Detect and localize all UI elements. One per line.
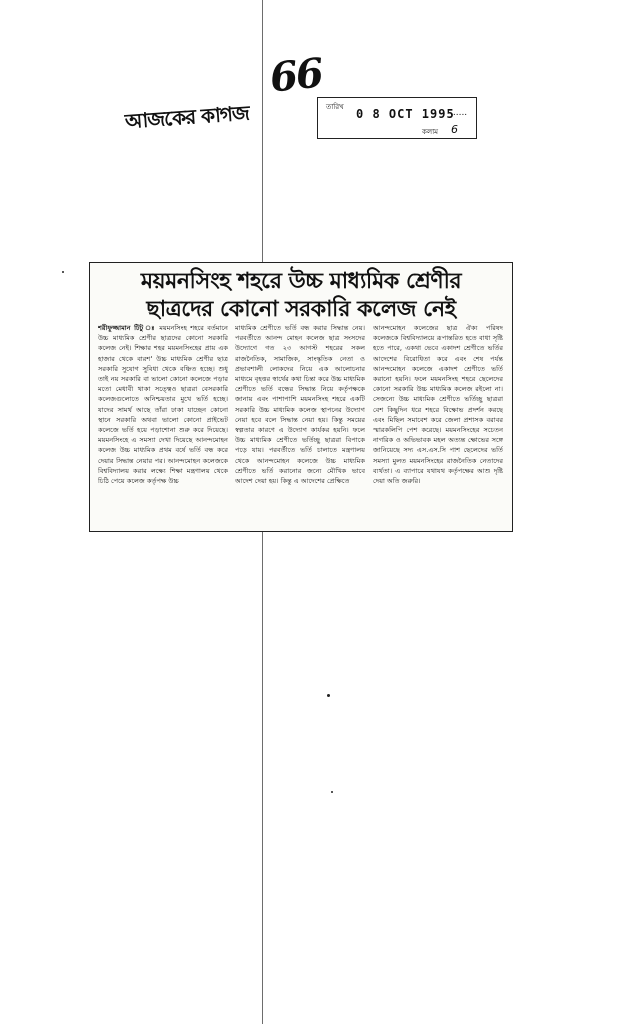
scan-speck [327,694,330,697]
stamp-date-label: তারিখ [326,103,344,111]
stamp-column-label: কলাম [422,128,439,136]
column-2-text: মাধ্যমিক শ্রেণীতে ভর্তি বন্ধ করার সিদ্ধান্ত নেয়। পরবর্তীতে আনন্দ মোহন কলেজ ছাত্র সংসদের উদ্যোগে গত ২৩ আগস্ট শহরের সকল রাজনৈতিক, সামাজিক, সাংস্কৃতিক নেতা ও প্রভাবশালী লোকদের নিয়ে এক আলোচনার মাধ্যমে বৃহত্তর স্বার্থের কথা চিন্তা করে উচ্চ মাধ্যমিক শ্রেণীতে ভর্তি বন্ধের সিদ্ধান্ত নিয়ে কর্তৃপক্ষকে জানায় এবং পাশাপাশি ময়মনসিংহ শহরে একটি সরকারি উচ্চ মাধ্যমিক কলেজ স্থাপনের উদ্যোগ নেয়া হবে বলে সিদ্ধান্ত নেয়া হয়। কিন্তু সময়ের স্বল্পতার কারণে এ উদ্যোগ কার্যকর হয়নি। ফলে উচ্চ মাধ্যমিক শ্রেণীতে ভর্তিচ্ছু ছাত্ররা বিপাকে পড়ে যায়। পরবর্তীতে ভর্তি চালাতে মন্ত্রণালয় থেকে আনন্দমোহন কলেজে উচ্চ মাধ্যমিক শ্রেণীতে ভর্তি করানোর জন্যে মৌখিক ভাবে আদেশ দেয়া হয়। কিন্তু এ আদেশের প্রেক্ষিতে [235,324,365,486]
article-column-3 [373,323,503,527]
column-1-text: ময়মনসিংহ শহরে বর্তমানে উচ্চ মাধ্যমিক শ্রেণীর ছাত্রদের কোনো সরকারি কলেজ নেই। শিক্ষার শহর ময়মনসিংহের প্রায় এক হাজার থেকে বারশ' উচ্চ মাধ্যমিক শ্রেণীর ছাত্র সরকারি সুযোগ সুবিধা থেকে বঞ্চিত হচ্ছে। শুধু তাই নয় সরকারি বা ভালো কোনো কলেজে পড়ার মতো মেধাবী থাকা সত্ত্বেও ছাত্ররা বেসরকারি কলেজগুলোতে অনিশ্চয়তার মুখে ভর্তি হচ্ছে। যাদের সামর্থ আছে তাঁরা ঢাকা যাচ্ছেন কোনো স্থানে সরকারি অথবা ভালো কোনো প্রাইভেট কলেজে ভর্তি হয়ে পড়াশোনা শুরু করে দিয়েছে। ময়মনসিংহে এ সমস্যা দেখা দিয়েছে আনন্দমোহন কলেজ উচ্চ মাধ্যমিক প্রথম বর্ষে ভর্তি বন্ধ করে দেয়ার সিদ্ধান্ত নেয়ার পর। আনন্দমোহন কলেজকে বিশ্ববিদ্যালয় করার লক্ষ্যে শিক্ষা মন্ত্রণালয় থেকে চিঠি পেয়ে কলেজ কর্তৃপক্ষ উচ্চ [98,324,228,486]
stamp-column-mark: 6 [451,123,458,136]
newspaper-name: আজকের কাগজ [124,100,250,134]
stamp-dots: ...... [450,108,468,118]
handwritten-page-number: 66 [267,49,324,102]
stamp-date: 0 8 OCT 1995 [356,107,455,121]
article-column-2 [235,323,365,527]
headline-line-2: ছাত্রদের কোনো সরকারি কলেজ নেই [146,296,456,322]
scan-speck [62,271,64,273]
newspaper-clipping [89,262,513,532]
article-headline [94,267,508,323]
scan-speck [331,791,333,793]
article-column-1 [98,323,228,527]
headline-line-1: ময়মনসিংহ শহরে উচ্চ মাধ্যমিক শ্রেণীর [140,268,462,294]
column-3-text: আনন্দমোহন কলেজের ছাত্র ঐক্য পরিষদ কলেজকে বিশ্ববিদ্যালয়ে রূপান্তরিত হতে বাধা সৃষ্টি হতে পারে, একথা ভেবে একাদশ শ্রেণীতে ভর্তির আদেশের বিরোধিতা করে এবং শেষ পর্যন্ত আনন্দমোহন কলেজে একাদশ শ্রেণীতে ভর্তি করানো হয়নি। ফলে ময়মনসিংহ শহরে ছেলেদের কোনো সরকারি উচ্চ মাধ্যমিক কলেজ রইলো না। সেজন্যে উচ্চ মাধ্যমিক শ্রেণীতে ভর্তিচ্ছু ছাত্ররা বেশ কিছুদিন ধরে শহরে বিক্ষোভ প্রদর্শন করছে এবং মিছিল সমাবেশ করে জেলা প্রশাসক বরাবর স্মারকলিপি পেশ করেছে। ময়মনসিংহের সচেতন নাগরিক ও অভিভাবক মহল অত্যন্ত ক্ষোভের সঙ্গে জানিয়েছে সদ্য এস.এস.সি পাশ ছেলেদের ভর্তি সমস্যা মুলত ময়মনসিংহের রাজনৈতিক নেতাদের ব্যর্থতা। এ ব্যাপারে যথাযথ কর্তৃপক্ষের আশু দৃষ্টি দেয়া অতি জরুরি। [373,324,503,486]
date-stamp [317,97,477,139]
article-byline: শরীফুজ্জামান টিটু ঃ [98,324,156,332]
